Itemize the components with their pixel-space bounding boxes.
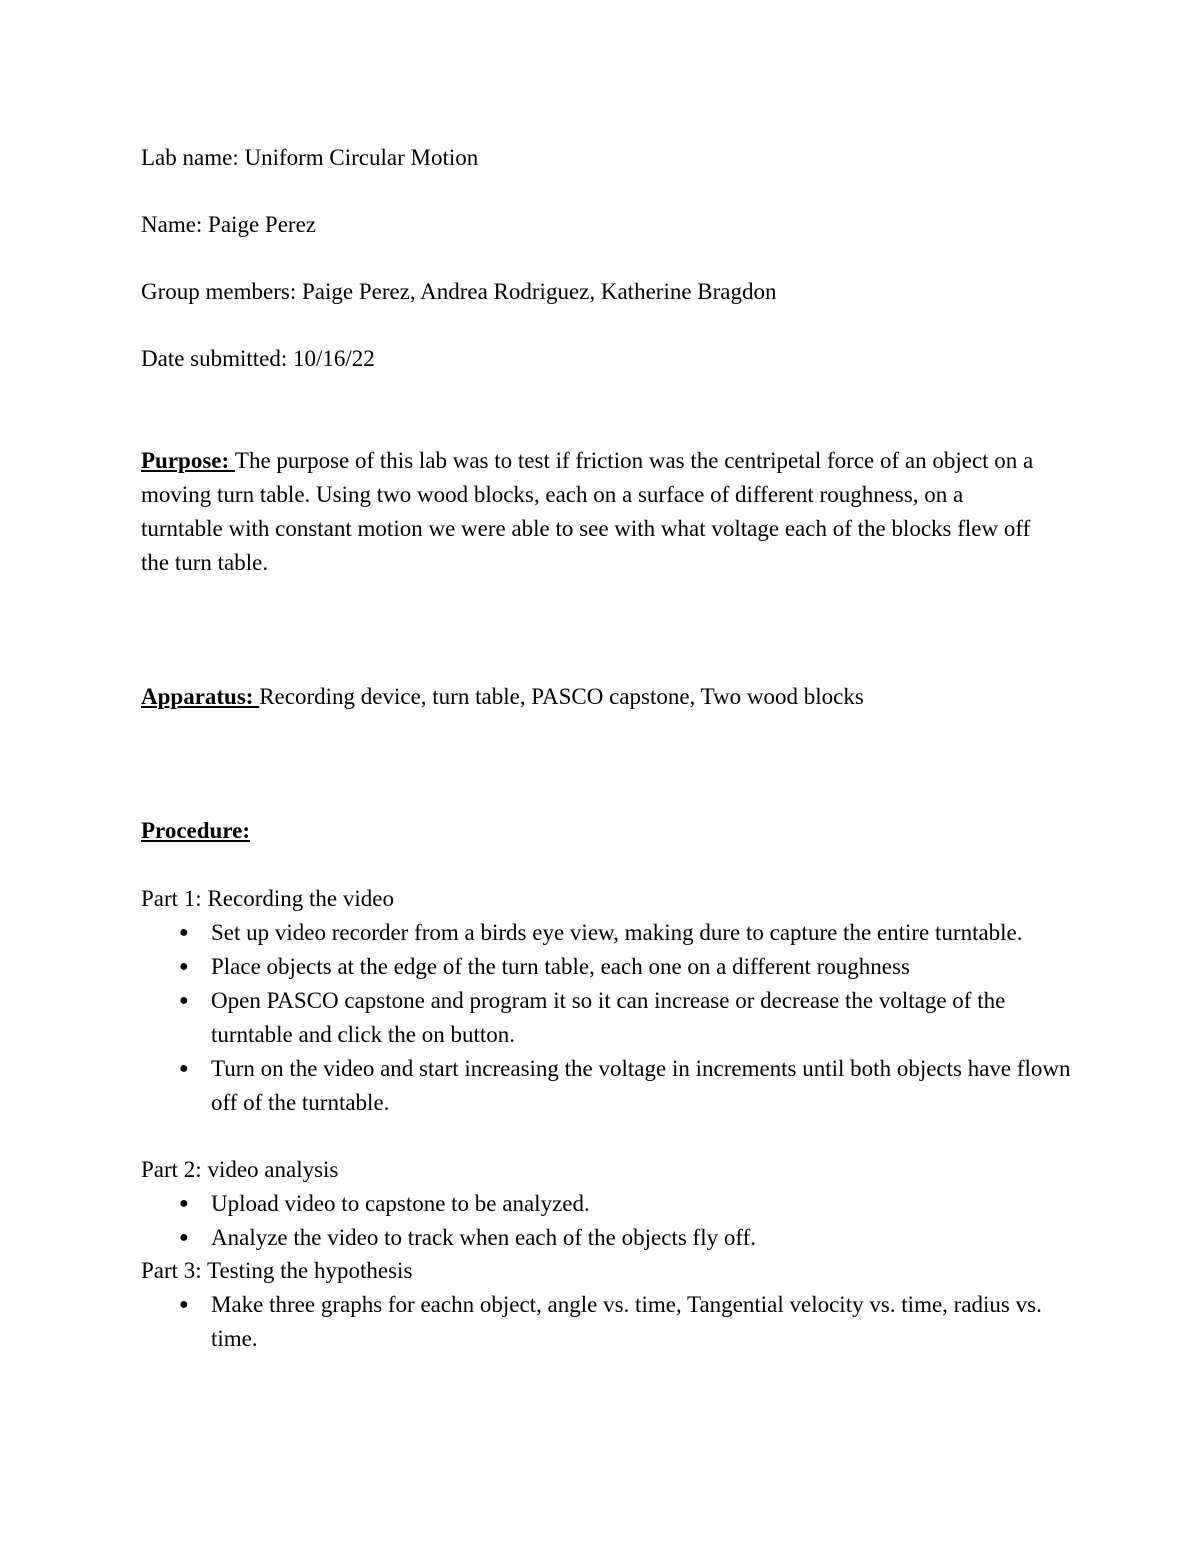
date-submitted-line: Date submitted: 10/16/22	[141, 346, 375, 371]
list-item: ● Upload video to capstone to be analyzed.	[141, 1187, 1071, 1221]
group-members-line: Group members: Paige Perez, Andrea Rodriguez, Katherine Bragdon	[141, 279, 777, 304]
apparatus-paragraph	[141, 680, 1041, 714]
apparatus-heading: Apparatus:	[141, 684, 260, 709]
list-item: ● Make three graphs for eachn object, angle vs. time, Tangential velocity vs. time, radius vs. time.	[141, 1288, 1071, 1356]
procedure-part-3-title: Part 3: Testing the hypothesis	[141, 1258, 413, 1283]
procedure-part-1-steps	[141, 916, 1071, 1120]
list-item: ● Place objects at the edge of the turn table, each one on a different roughness	[141, 950, 1071, 984]
list-item: ● Turn on the video and start increasing the voltage in increments until both objects have flown off of the turntable.	[141, 1052, 1071, 1120]
lab-name-line: Lab name: Uniform Circular Motion	[141, 145, 479, 170]
bullet-icon: ●	[179, 1229, 189, 1246]
list-item: ● Analyze the video to track when each of the objects fly off.	[141, 1221, 1071, 1255]
bullet-icon: ●	[179, 924, 189, 941]
purpose-paragraph	[141, 444, 1041, 580]
purpose-text: The purpose of this lab was to test if friction was the centripetal force of an object on a moving turn table. Using two wood blocks, each on a surface of different roughness, on a turntable with constant motion we were able to see with what voltage each of the blocks flew off the turn table.	[141, 448, 1034, 575]
bullet-icon: ●	[179, 1296, 189, 1313]
procedure-part-2-steps	[141, 1187, 1071, 1255]
bullet-icon: ●	[179, 1060, 189, 1077]
procedure-part-1-title: Part 1: Recording the video	[141, 886, 394, 911]
procedure-heading: Procedure:	[141, 818, 251, 843]
list-item: ● Open PASCO capstone and program it so it can increase or decrease the voltage of the turntable and click the on button.	[141, 984, 1071, 1052]
apparatus-text: Recording device, turn table, PASCO capstone, Two wood blocks	[259, 684, 864, 709]
procedure-part-2-title: Part 2: video analysis	[141, 1157, 339, 1182]
student-name-line: Name: Paige Perez	[141, 212, 316, 237]
list-item: ● Set up video recorder from a birds eye view, making dure to capture the entire turntable.	[141, 916, 1071, 950]
bullet-icon: ●	[179, 958, 189, 975]
bullet-icon: ●	[179, 992, 189, 1009]
purpose-heading: Purpose:	[141, 448, 235, 473]
bullet-icon: ●	[179, 1195, 189, 1212]
procedure-part-3-steps	[141, 1288, 1071, 1356]
